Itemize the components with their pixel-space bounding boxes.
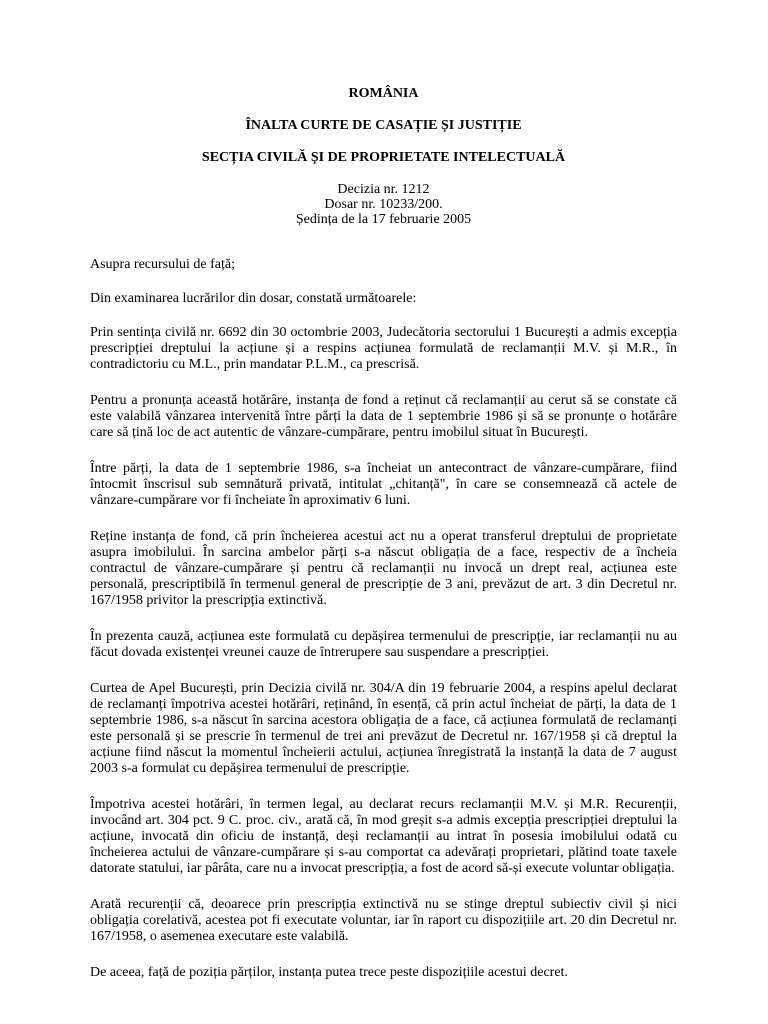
paragraph: Prin sentința civilă nr. 6692 din 30 octombrie 2003, Judecătoria sectorului 1 București a admis excepția prescripției dreptului la acțiune și a respins acțiunea formulată de reclamanții M.V. și M.R., în contradictoriu cu M.L., prin mandatar P.L.M., ca prescrisă.	[90, 325, 677, 372]
paragraph: Din examinarea lucrărilor din dosar, constată următoarele:	[90, 291, 417, 306]
section-heading: SECȚIA CIVILĂ ȘI DE PROPRIETATE INTELECTUALĂ	[201, 150, 566, 165]
paragraph: De aceea, față de poziția părților, instanța putea trece peste dispozițiile acestui decret.	[90, 965, 568, 980]
file-number: Dosar nr. 10233/200.	[324, 197, 443, 212]
country-heading: ROMÂNIA	[348, 86, 419, 101]
paragraph: Pentru a pronunța această hotărâre, instanța de fond a reținut că reclamanții au cerut să se constate că este valabilă vânzarea intervenită între părți la data de 1 septembrie 1986 și să se pronunțe o hotărâre care să țină loc de act autentic de vânzare-cumpărare, pentru imobilul situat în București.	[90, 393, 677, 440]
document-page	[90, 84, 677, 1001]
paragraph: Arată recurenții că, deoarece prin prescripția extinctivă nu se stinge dreptul subiectiv civil și nici obligația corelativă, acestea pot fi executate voluntar, iar în raport cu dispozițiile art. 20 din Decretul nr. 167/1958, o asemenea executare este valabilă.	[90, 897, 677, 944]
paragraph: Curtea de Apel București, prin Decizia civilă nr. 304/A din 19 februarie 2004, a respins apelul declarat de reclamanți împotriva acestei hotărâri, reținând, în esență, că prin actul încheiat de părți, la data de 1 septembrie 1986, s-a născut în sarcina acestora obligația de a face, că acțiunea formulată de reclamanți este personală și se prescrie în termenul de trei ani prevăzut de Decretul nr. 167/1958 și că dreptul la acțiune fiind născut la momentul încheierii actului, acțiunea înregistrată la instanță la data de 7 august 2003 s-a formulat cu depășirea termenului de prescripție.	[90, 681, 677, 776]
decision-body	[90, 257, 677, 981]
session-date: Ședința de la 17 februarie 2005	[295, 212, 472, 227]
decision-number: Decizia nr. 1212	[337, 182, 430, 197]
paragraph: Împotriva acestei hotărâri, în termen legal, au declarat recurs reclamanții M.V. și M.R. Recurenții, invocând art. 304 pct. 9 C. proc. civ., arată că, în mod greșit s-a admis excepția prescripției dreptului la acțiune, invocată din oficiu de instanță, deși reclamanții au intrat în posesia imobilului odată cu încheierea actului de vânzare-cumpărare și s-au comportat ca adevărați proprietari, plătind toate taxele datorate statului, iar pârâta, care nu a invocat prescripția, a fost de acord să-și execute voluntar obligația.	[90, 797, 677, 876]
paragraph: Reține instanța de fond, că prin încheierea acestui act nu a operat transferul dreptului de proprietate asupra imobilului. În sarcina ambelor părți s-a născut obligația de a face, respectiv de a încheia contractul de vânzare-cumpărare și pentru că reclamanții nu invocă un drept real, acțiunea este personală, prescriptibilă în termenul general de prescripție de 3 ani, prevăzut de art. 3 din Decretul nr. 167/1958 privitor la prescripția extinctivă.	[90, 529, 677, 608]
court-heading: ÎNALTA CURTE DE CASAȚIE ȘI JUSTIȚIE	[245, 118, 522, 133]
paragraph: Asupra recursului de față;	[90, 257, 235, 272]
paragraph: Între părți, la data de 1 septembrie 1986, s-a încheiat un antecontract de vânzare-cumpărare, fiind întocmit înscrisul sub semnătură privată, intitulat „chitanță", în care se consemnează că actele de vânzare-cumpărare vor fi încheiate în aproximativ 6 luni.	[90, 461, 677, 508]
case-meta	[90, 182, 677, 227]
paragraph: În prezenta cauză, acțiunea este formulată cu depășirea termenului de prescripție, iar reclamanții nu au făcut dovada existenței vreunei cauze de întrerupere sau suspendare a prescripției.	[90, 629, 677, 660]
